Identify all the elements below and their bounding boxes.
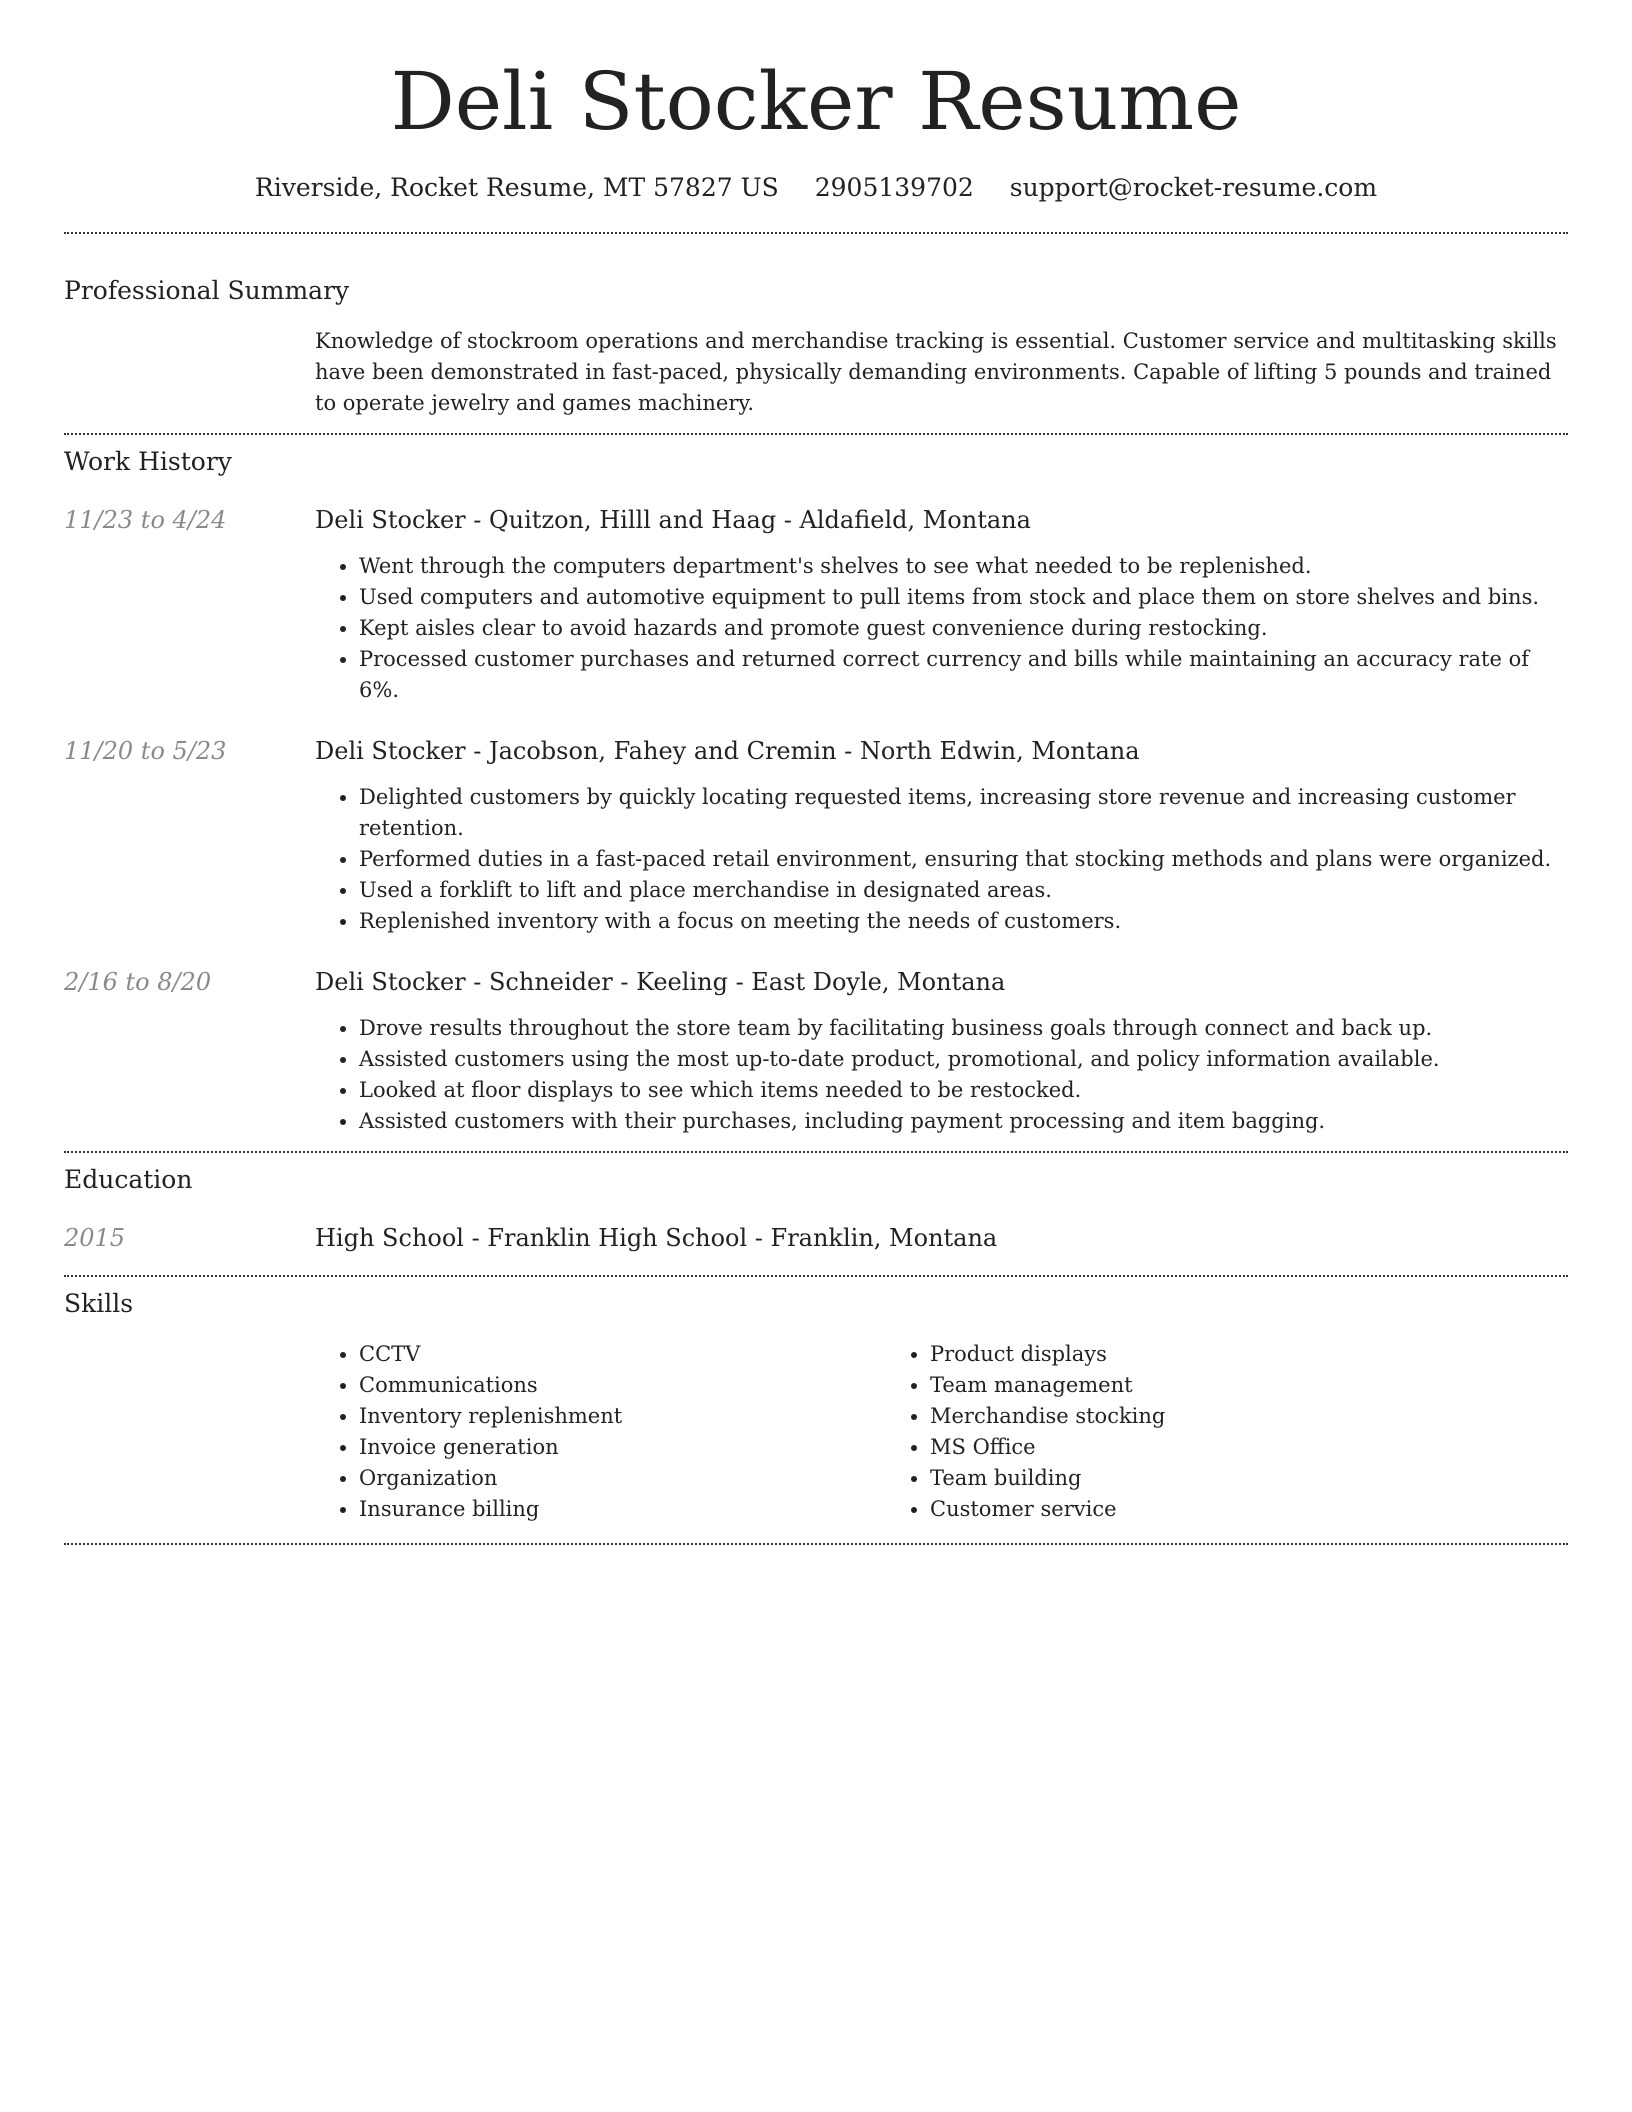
skill-item: • Product displays: [930, 1339, 1457, 1370]
divider: [64, 1543, 1568, 1545]
job-bullet: • Used a forklift to lift and place merchandise in designated areas.: [359, 875, 1568, 906]
divider: [64, 1275, 1568, 1277]
section-heading-skills: Skills: [64, 1289, 134, 1318]
contact-address: Riverside, Rocket Resume, MT 57827 US: [254, 173, 779, 202]
skill-item: • Insurance billing: [359, 1494, 886, 1525]
job-bullet: • Processed customer purchases and returned correct currency and bills while maintaining an accuracy rate of 6%.: [359, 644, 1568, 706]
skills-column-right: [886, 1339, 1457, 1525]
section-heading-work-history: Work History: [64, 447, 232, 476]
skill-item: • Organization: [359, 1463, 886, 1494]
skill-item: • MS Office: [930, 1432, 1457, 1463]
job-bullet: • Kept aisles clear to avoid hazards and promote guest convenience during restocking.: [359, 613, 1568, 644]
job-title: Deli Stocker - Quitzon, Hilll and Haag - Aldafield, Montana: [315, 506, 1031, 534]
job-bullets: [315, 551, 1568, 706]
job-dates: 11/23 to 4/24: [64, 506, 227, 534]
section-heading-education: Education: [64, 1165, 193, 1194]
job-entry: [64, 503, 1568, 706]
job-bullet: • Assisted customers with their purchases, including payment processing and item bagging.: [359, 1106, 1568, 1137]
skill-item: • CCTV: [359, 1339, 886, 1370]
education-entry: [64, 1221, 1568, 1255]
summary-text: Knowledge of stockroom operations and merchandise tracking is essential. Customer service and multitasking skills have been demonstrated in fast-paced, physically demanding environments. Capable of lifting 5 pounds and trained to operate jewelry and games machinery.: [315, 329, 1557, 415]
skill-item: • Team building: [930, 1463, 1457, 1494]
job-entry: [64, 965, 1568, 1137]
job-bullets: [315, 782, 1568, 937]
section-heading-summary: Professional Summary: [64, 276, 350, 305]
job-bullet: • Delighted customers by quickly locating requested items, increasing store revenue and increasing customer retention.: [359, 782, 1568, 844]
job-bullet: • Used computers and automotive equipment to pull items from stock and place them on store shelves and bins.: [359, 582, 1568, 613]
skill-item: • Merchandise stocking: [930, 1401, 1457, 1432]
contact-line: [64, 170, 1568, 206]
skill-item: • Customer service: [930, 1494, 1457, 1525]
divider: [64, 433, 1568, 435]
job-bullet: • Drove results throughout the store team by facilitating business goals through connect and back up.: [359, 1013, 1568, 1044]
job-bullet: • Performed duties in a fast-paced retail environment, ensuring that stocking methods and plans were organized.: [359, 844, 1568, 875]
divider: [64, 232, 1568, 234]
job-bullet: • Went through the computers department's shelves to see what needed to be replenished.: [359, 551, 1568, 582]
skill-item: • Inventory replenishment: [359, 1401, 886, 1432]
contact-phone: 2905139702: [814, 173, 974, 202]
contact-email: support@rocket-resume.com: [1009, 173, 1378, 202]
divider: [64, 1151, 1568, 1153]
resume-title: Deli Stocker Resume: [390, 55, 1242, 148]
job-bullets: [315, 1013, 1568, 1137]
skills-column-left: [315, 1339, 886, 1525]
education-year: 2015: [64, 1224, 126, 1252]
skill-item: • Communications: [359, 1370, 886, 1401]
job-dates: 11/20 to 5/23: [64, 737, 227, 765]
job-bullet: • Assisted customers using the most up-to-date product, promotional, and policy information available.: [359, 1044, 1568, 1075]
job-dates: 2/16 to 8/20: [64, 968, 212, 996]
job-bullet: • Replenished inventory with a focus on meeting the needs of customers.: [359, 906, 1568, 937]
job-title: Deli Stocker - Jacobson, Fahey and Cremin - North Edwin, Montana: [315, 737, 1140, 765]
skills-list: [315, 1339, 1568, 1525]
skill-item: • Team management: [930, 1370, 1457, 1401]
education-title: High School - Franklin High School - Franklin, Montana: [315, 1224, 998, 1252]
skill-item: • Invoice generation: [359, 1432, 886, 1463]
job-title: Deli Stocker - Schneider - Keeling - East Doyle, Montana: [315, 968, 1006, 996]
job-entry: [64, 734, 1568, 937]
job-bullet: • Looked at floor displays to see which items needed to be restocked.: [359, 1075, 1568, 1106]
